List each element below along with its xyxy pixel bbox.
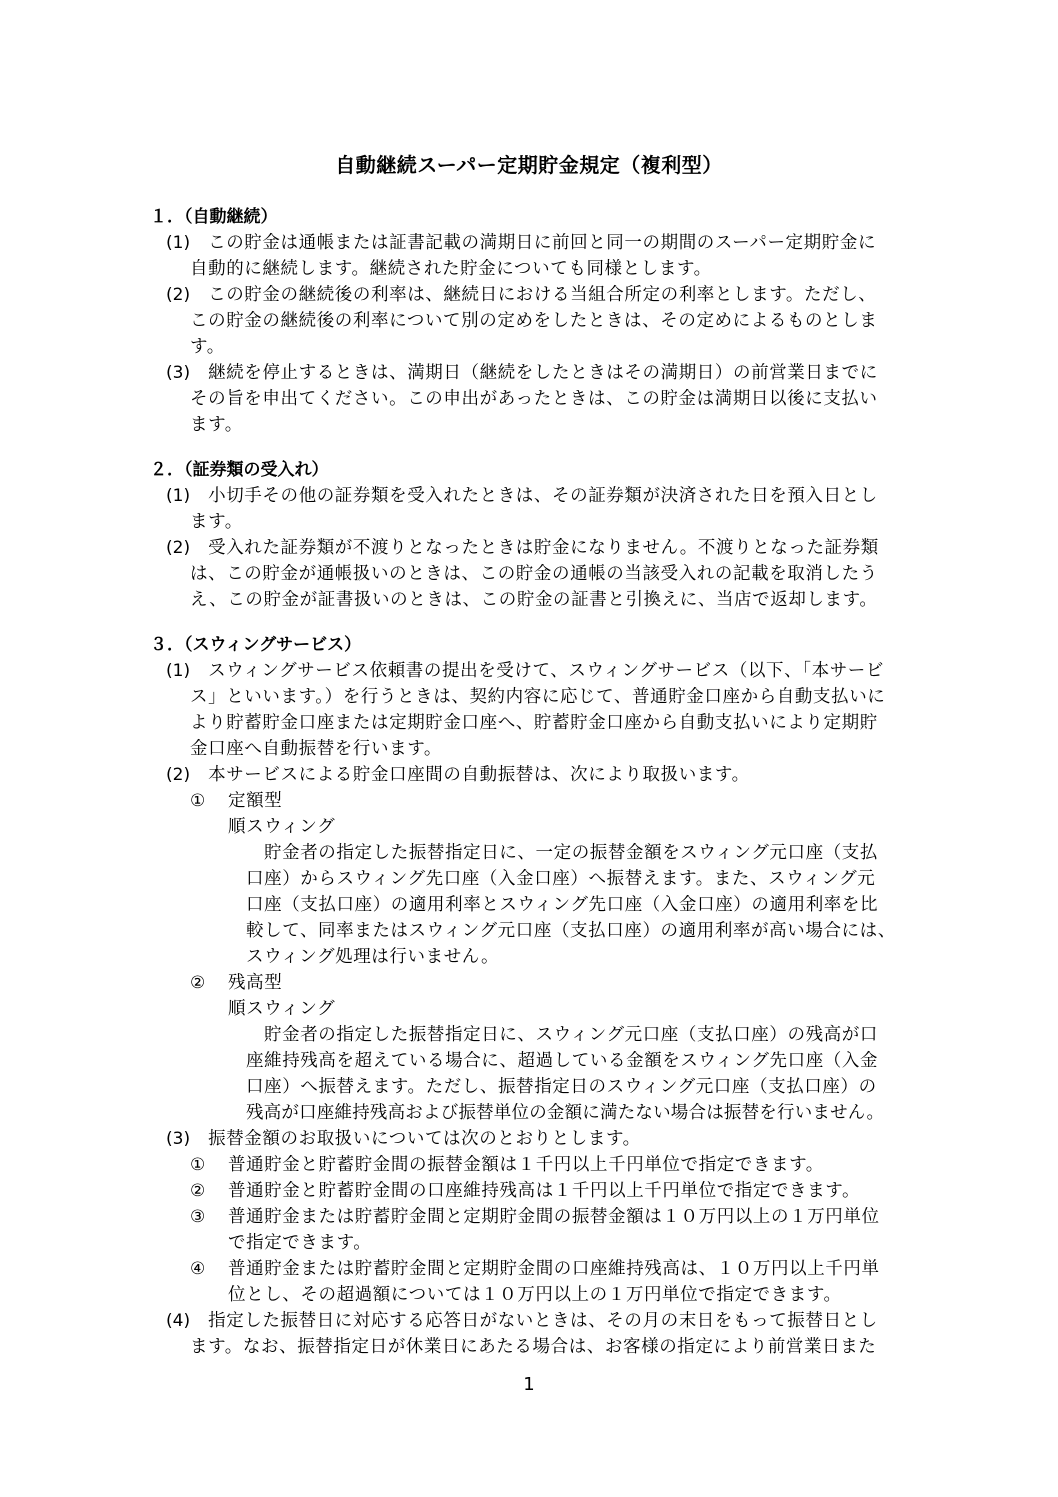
section-3-para-4-line: 指定した振替日に対応する応答日がないときは、その月の末日をもって振替日とし — [190, 1311, 878, 1331]
section-1-para-1-number: (1) — [166, 233, 191, 253]
swing-type-1-subheading: 順スウィング — [228, 817, 336, 837]
swing-type-1-line: 口座）からスウィング先口座（入金口座）へ振替えます。また、スウィング元 — [246, 869, 876, 889]
section-3-para-3-line: 振替金額のお取扱いについては次のとおりとします。 — [190, 1129, 641, 1149]
swing-type-1-number: ① — [190, 791, 206, 811]
section-1-para-3-line: その旨を申出てください。この申出があったときは、この貯金は満期日以後に支払い — [190, 389, 878, 409]
swing-type-2-line: 貯金者の指定した振替指定日に、スウィング元口座（支払口座）の残高が口 — [264, 1025, 878, 1045]
document-title: 自動継続スーパー定期貯金規定（複利型） — [335, 153, 723, 177]
section-1-para-2-line: す。 — [190, 337, 225, 357]
swing-type-1-line: スウィング処理は行いません。 — [246, 947, 500, 967]
para-3-item-4-line: 普通貯金または貯蓄貯金間と定期貯金間の口座維持残高は、１０万円以上千円単 — [228, 1259, 880, 1279]
para-3-item-4-line: 位とし、その超過額については１０万円以上の１万円単位で指定できます。 — [228, 1285, 842, 1305]
para-3-item-2-number: ② — [190, 1181, 206, 1201]
swing-type-1-line: 口座（支払口座）の適用利率とスウィング先口座（入金口座）の適用利率を比 — [246, 895, 879, 915]
swing-type-1-line: 貯金者の指定した振替指定日に、一定の振替金額をスウィング元口座（支払 — [264, 843, 878, 863]
section-2-para-2-line: は、この貯金が通帳扱いのときは、この貯金の通帳の当該受入れの記載を取消したう — [190, 564, 878, 584]
section-2-para-2-number: (2) — [166, 538, 191, 558]
section-3-para-1-line: 金口座へ自動振替を行います。 — [190, 739, 442, 759]
section-1-heading: １．（自動継続） — [150, 207, 278, 227]
section-3-para-4-number: (4) — [166, 1311, 191, 1331]
para-3-item-3-line: で指定できます。 — [228, 1233, 372, 1253]
para-3-item-2-line: 普通貯金と貯蓄貯金間の口座維持残高は１千円以上千円単位で指定できます。 — [228, 1181, 861, 1201]
para-3-item-3-number: ③ — [190, 1207, 206, 1227]
section-1-para-3-line: 継続を停止するときは、満期日（継続をしたときはその満期日）の前営業日までに — [190, 363, 878, 383]
section-3-heading: ３．（スウィングサービス） — [150, 635, 362, 655]
swing-type-2-subheading: 順スウィング — [228, 999, 336, 1019]
section-1-para-2-line: この貯金の継続後の利率について別の定めをしたときは、その定めによるものとしま — [190, 311, 878, 331]
section-3-para-1-line: より貯蓄貯金口座または定期貯金口座へ、貯蓄貯金口座から自動支払いにより定期貯 — [190, 713, 878, 733]
section-1-para-3-number: (3) — [166, 363, 191, 383]
section-1-para-2-line: この貯金の継続後の利率は、継続日における当組合所定の利率とします。ただし、 — [190, 285, 877, 305]
section-3-para-1-line: ス」といいます。）を行うときは、契約内容に応じて、普通貯金口座から自動支払いに — [190, 687, 886, 707]
section-3-para-2-line: 本サービスによる貯金口座間の自動振替は、次により取扱います。 — [190, 765, 750, 785]
swing-type-2-label: 残高型 — [228, 973, 283, 993]
section-1-para-1-line: 自動的に継続します。継続された貯金についても同様とします。 — [190, 259, 712, 279]
section-3-para-2-number: (2) — [166, 765, 191, 785]
section-3-para-1-number: (1) — [166, 661, 191, 681]
section-3-para-3-number: (3) — [166, 1129, 191, 1149]
section-2-heading: ２．（証券類の受入れ） — [150, 460, 329, 480]
section-2-para-1-line: ます。 — [190, 512, 243, 532]
page-number: 1 — [523, 1374, 535, 1395]
section-2-para-2-line: 受入れた証券類が不渡りとなったときは貯金になりません。不渡りとなった証券類 — [190, 538, 879, 558]
swing-type-2-number: ② — [190, 973, 206, 993]
swing-type-1-line: 較して、同率またはスウィング元口座（支払口座）の適用利率が高い場合には、 — [246, 921, 896, 941]
swing-type-1-label: 定額型 — [228, 791, 283, 811]
swing-type-2-line: 口座）へ振替えます。ただし、振替指定日のスウィング元口座（支払口座）の — [246, 1077, 877, 1097]
swing-type-2-line: 残高が口座維持残高および振替単位の金額に満たない場合は振替を行いません。 — [246, 1103, 885, 1123]
para-3-item-3-line: 普通貯金または貯蓄貯金間と定期貯金間の振替金額は１０万円以上の１万円単位 — [228, 1207, 880, 1227]
section-1-para-2-number: (2) — [166, 285, 191, 305]
para-3-item-4-number: ④ — [190, 1259, 206, 1279]
section-2-para-1-number: (1) — [166, 486, 191, 506]
section-1-para-3-line: ます。 — [190, 415, 243, 435]
section-1-para-1-line: この貯金は通帳または証書記載の満期日に前回と同一の期間のスーパー定期貯金に — [190, 233, 877, 253]
swing-type-2-line: 座維持残高を超えている場合に、超過している金額をスウィング先口座（入金 — [246, 1051, 879, 1071]
para-3-item-1-number: ① — [190, 1155, 206, 1175]
para-3-item-1-line: 普通貯金と貯蓄貯金間の振替金額は１千円以上千円単位で指定できます。 — [228, 1155, 824, 1175]
section-2-para-1-line: 小切手その他の証券類を受入れたときは、その証券類が決済された日を預入日とし — [190, 486, 878, 506]
section-2-para-2-line: え、この貯金が証書扱いのときは、この貯金の証書と引換えに、当店で返却します。 — [190, 590, 878, 610]
section-3-para-4-line: ます。なお、振替指定日が休業日にあたる場合は、お客様の指定により前営業日また — [190, 1337, 877, 1357]
section-3-para-1-line: スウィングサービス依頼書の提出を受けて、スウィングサービス（以下、「本サービ — [190, 661, 884, 681]
